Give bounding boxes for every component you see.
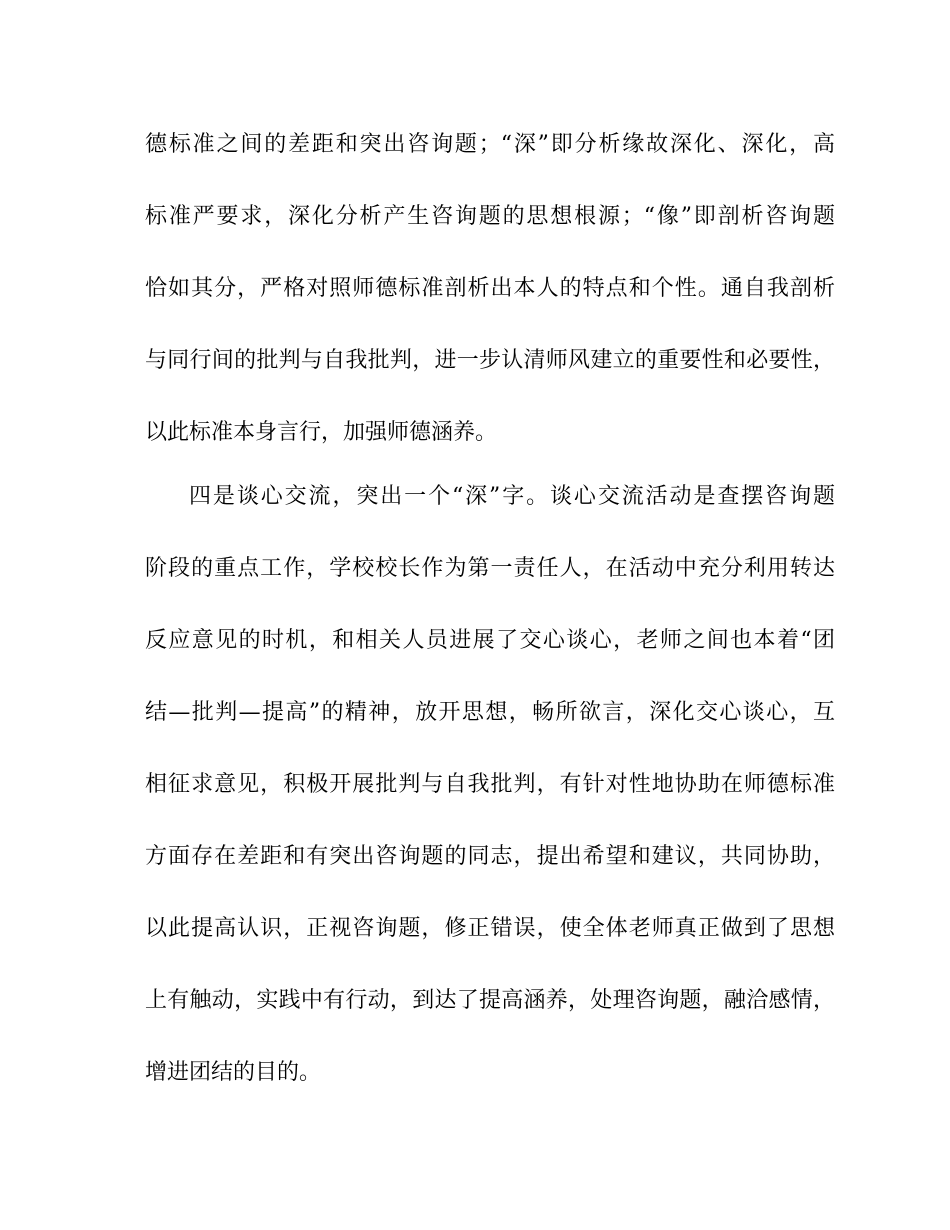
paragraph-first-line: 四是谈心交流，突出一个“深”字。谈心交流活动是查摆咨询题 xyxy=(189,484,835,509)
text-line: 方面存在差距和有突出咨询题的同志，提出希望和建议，共同协助， xyxy=(145,844,835,869)
text-line: 与同行间的批判与自我批判，进一步认清师风建立的重要性和必要性， xyxy=(145,348,835,373)
paragraph-end-line: 以此标准本身言行，加强师德涵养。 xyxy=(145,420,498,445)
text-line: 上有触动，实践中有行动，到达了提高涵养，处理咨询题，融洽感情， xyxy=(145,988,835,1013)
paragraph-end-line: 增进团结的目的。 xyxy=(145,1060,322,1085)
text-line: 结—批判—提高”的精神，放开思想，畅所欲言，深化交心谈心，互 xyxy=(145,700,835,725)
text-line: 恰如其分，严格对照师德标准剖析出本人的特点和个性。通自我剖析 xyxy=(145,276,835,301)
text-line: 德标准之间的差距和突出咨询题；“深”即分析缘故深化、深化，高 xyxy=(145,132,835,157)
text-line: 反应意见的时机，和相关人员进展了交心谈心，老师之间也本着“团 xyxy=(145,628,835,653)
text-line: 相征求意见，积极开展批判与自我批判，有针对性地协助在师德标准 xyxy=(145,772,835,797)
text-line: 以此提高认识，正视咨询题，修正错误，使全体老师真正做到了思想 xyxy=(145,916,835,941)
text-line: 标准严要求，深化分析产生咨询题的思想根源；“像”即剖析咨询题 xyxy=(145,204,835,229)
text-line: 阶段的重点工作，学校校长作为第一责任人，在活动中充分利用转达 xyxy=(145,556,835,581)
